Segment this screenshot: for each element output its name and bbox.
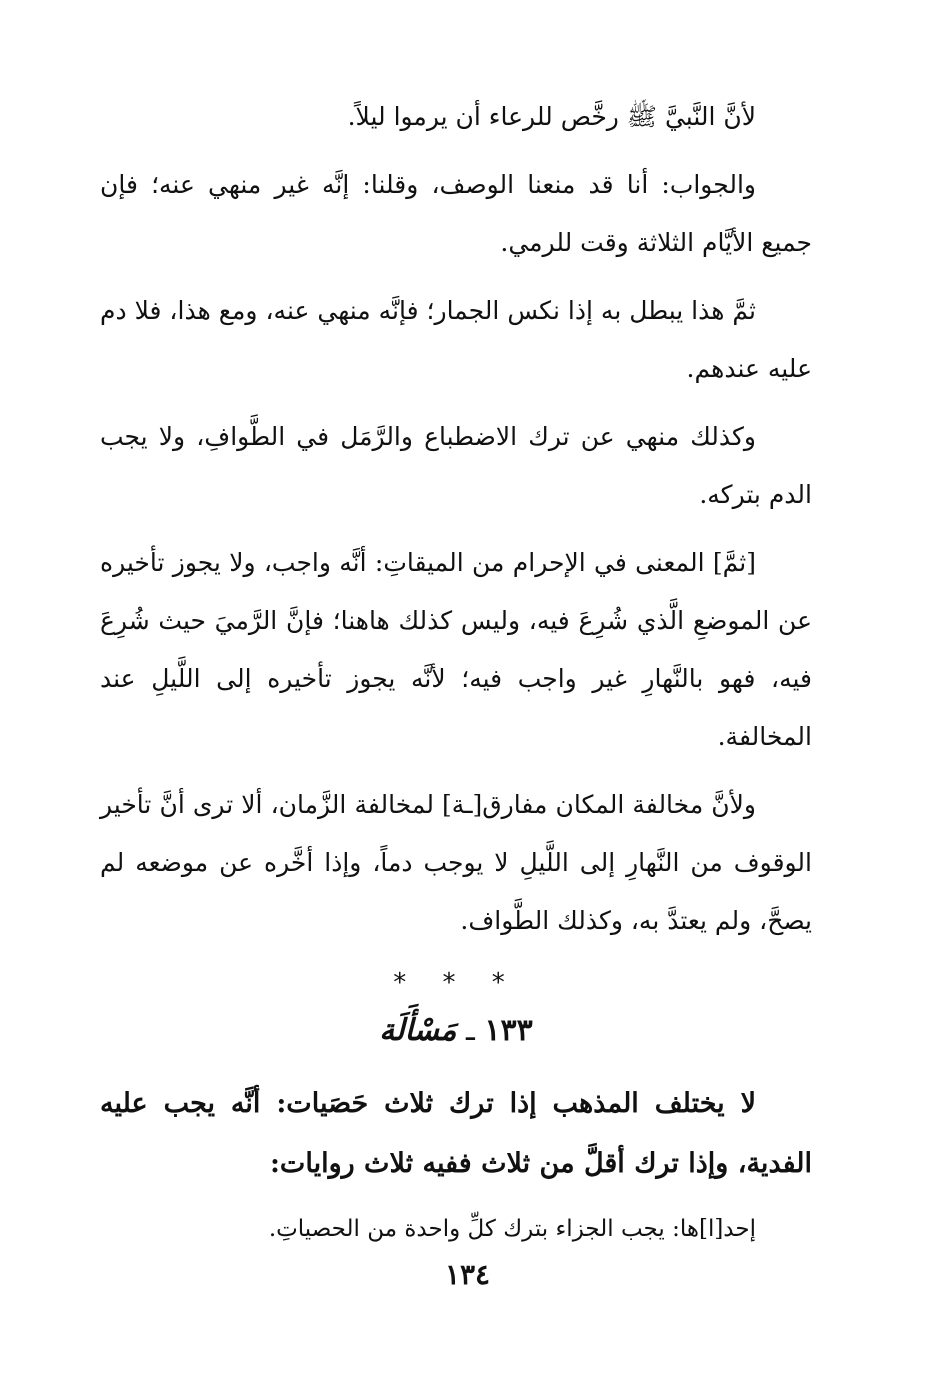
page-number: ١٣٤ bbox=[444, 1258, 491, 1291]
paragraph-5: [ثمَّ] المعنى في الإحرام من الميقاتِ: أنَّه واجب، ولا يجوز تأخيره عن الموضعِ الَّذي شُرِعَ فيه، وليس كذلك هاهنا؛ فإنَّ الرَّميَ حيث شُرِعَ فيه، فهو بالنَّهارِ غير واجب فيه؛ لأنَّه يجوز تأخيره إلى اللَّيلِ عند المخالفة. bbox=[100, 548, 812, 751]
section-separator: * * * bbox=[393, 968, 519, 998]
masala-statement: لا يختلف المذهب إذا ترك ثلاث حَصَيات: أنَّه يجب عليه الفدية، وإذا ترك أقلَّ من ثلاث ففيه ثلاث روايات: bbox=[100, 1088, 812, 1179]
masala-heading bbox=[100, 1006, 812, 1056]
first-narration: إحد[ا]ها: يجب الجزاء بترك كلِّ واحدة من الحصياتِ. bbox=[268, 1216, 756, 1242]
masala-word: مَسْأَلَة bbox=[379, 1013, 457, 1048]
paragraph-4: وكذلك منهي عن ترك الاضطباع والرَّمَل في الطَّوافِ، ولا يجب الدم بتركه. bbox=[100, 422, 812, 509]
heading-dash: ـ bbox=[466, 1013, 475, 1048]
paragraph-2: والجواب: أنا قد منعنا الوصف، وقلنا: إنَّه غير منهي عنه؛ فإن جميع الأيَّام الثلاثة وقت للرمي. bbox=[100, 170, 812, 257]
paragraph-3: ثمَّ هذا يبطل به إذا نكس الجمار؛ فإنَّه منهي عنه، ومع هذا، فلا دم عليه عندهم. bbox=[100, 296, 812, 383]
masala-number: ١٣٣ bbox=[484, 1013, 533, 1048]
paragraph-1: لأنَّ النَّبيَّ ﷺ رخَّص للرعاء أن يرموا ليلاً. bbox=[347, 102, 756, 131]
page-body bbox=[100, 88, 812, 1254]
paragraph-6: ولأنَّ مخالفة المكان مفارق[ـة] لمخالفة الزَّمان، ألا ترى أنَّ تأخير الوقوف من النَّهارِ إلى اللَّيلِ لا يوجب دماً، وإذا أخَّره عن موضعه لم يصحَّ، ولم يعتدَّ به، وكذلك الطَّواف. bbox=[100, 790, 812, 935]
